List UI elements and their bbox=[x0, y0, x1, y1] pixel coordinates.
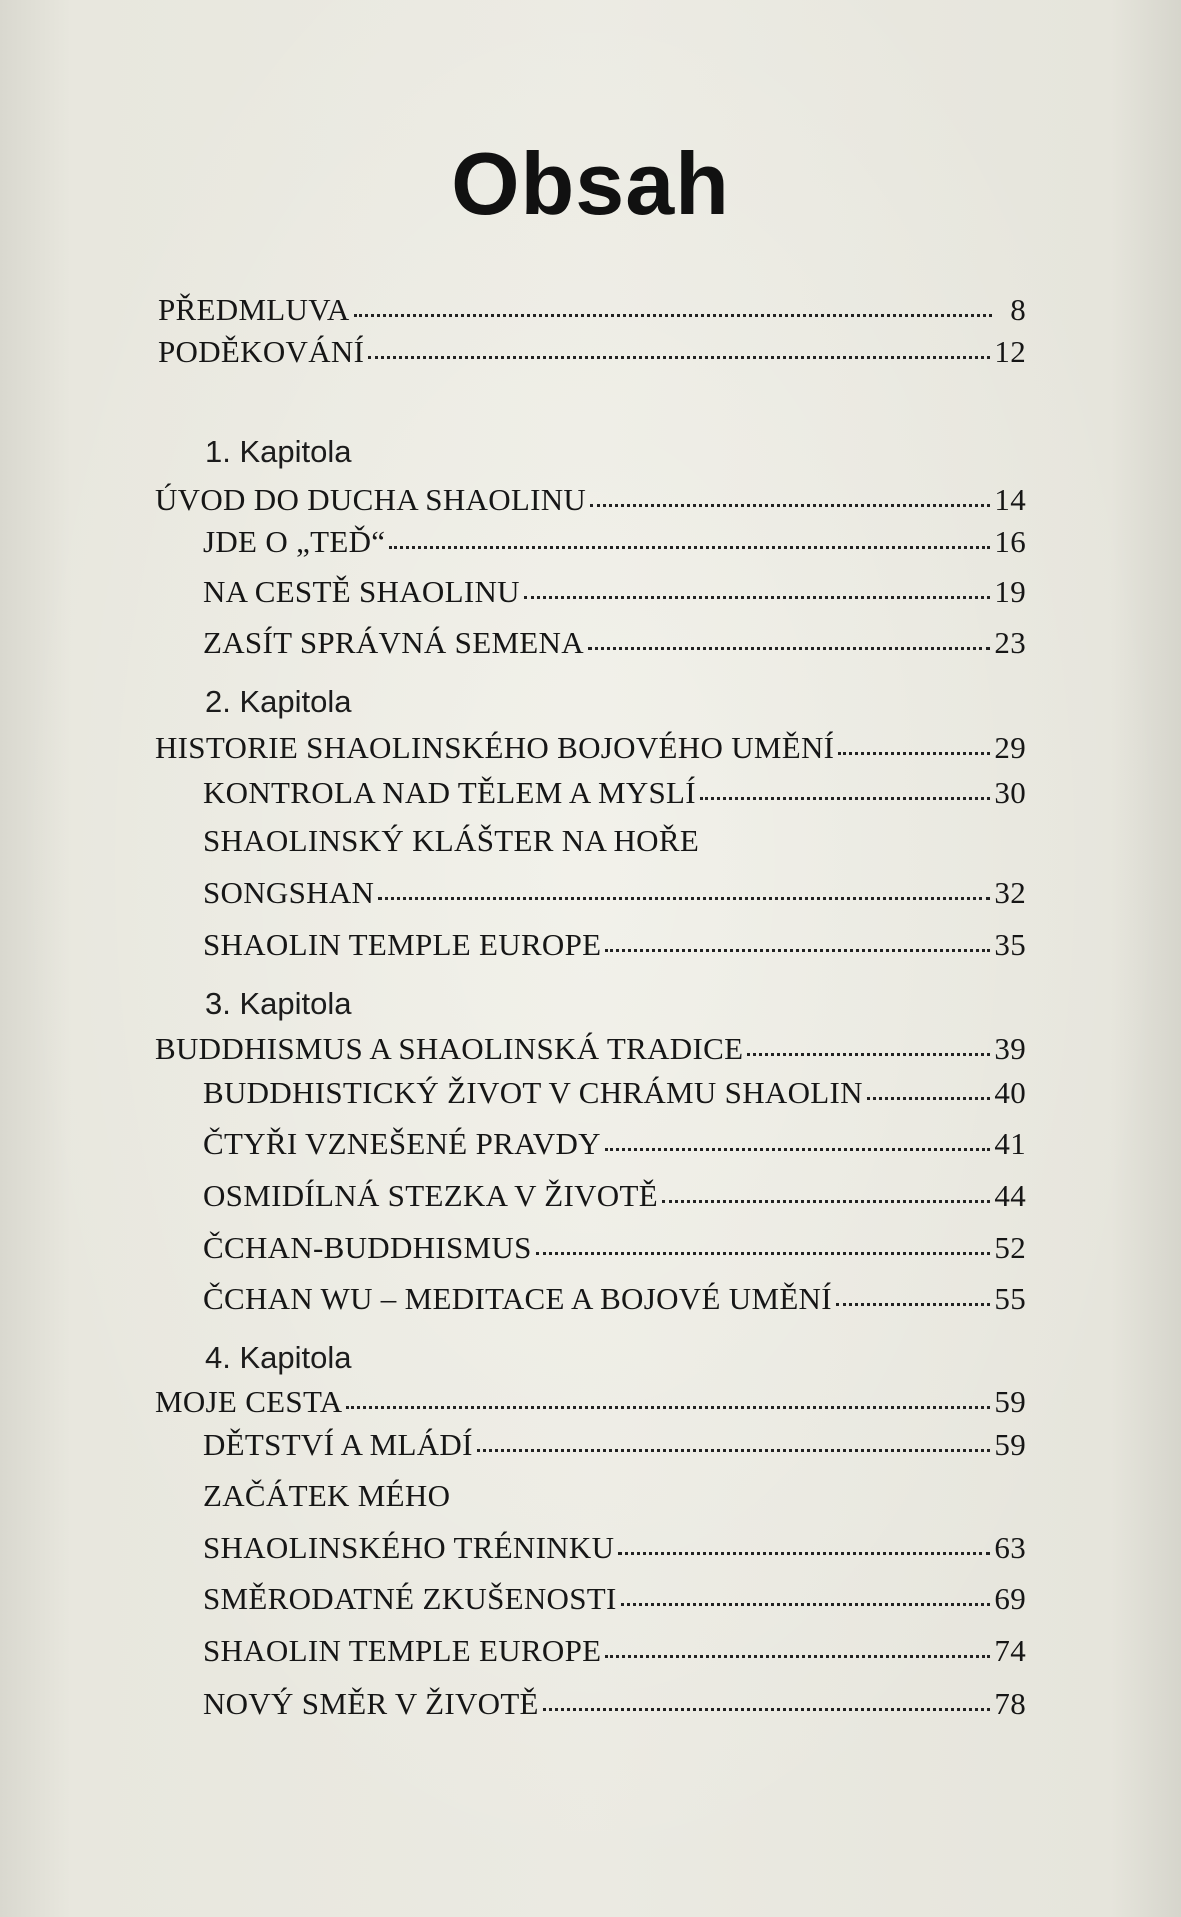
toc-entry-label: ČCHAN WU – MEDITACE A BOJOVÉ UMĚNÍ bbox=[203, 1281, 832, 1316]
toc-entry-label: PODĚKOVÁNÍ bbox=[158, 334, 365, 369]
toc-page-number: 35 bbox=[994, 927, 1026, 962]
dot-leader bbox=[590, 504, 990, 507]
toc-entry-label: KONTROLA NAD TĚLEM A MYSLÍ bbox=[203, 775, 696, 810]
toc-page-number: 44 bbox=[994, 1178, 1026, 1213]
dot-leader bbox=[368, 356, 990, 359]
dot-leader bbox=[838, 752, 990, 755]
dot-leader bbox=[605, 1655, 990, 1658]
toc-entry[interactable] bbox=[203, 929, 1026, 960]
toc-entry-label: BUDDHISTICKÝ ŽIVOT V CHRÁMU SHAOLIN bbox=[203, 1075, 863, 1110]
toc-entry[interactable] bbox=[203, 1232, 1026, 1263]
toc-entry[interactable] bbox=[203, 1688, 1026, 1719]
toc-entry-label: SHAOLIN TEMPLE EUROPE bbox=[203, 1633, 602, 1668]
toc-entry[interactable] bbox=[203, 627, 1026, 658]
toc-entry-label: ÚVOD DO DUCHA SHAOLINU bbox=[155, 482, 587, 517]
toc-page-number: 16 bbox=[994, 524, 1026, 559]
toc-page-number: 59 bbox=[994, 1384, 1026, 1419]
toc-entry-preface[interactable] bbox=[158, 294, 1026, 325]
toc-chapter-title-3[interactable] bbox=[155, 1033, 1026, 1064]
toc-entry[interactable] bbox=[203, 777, 1026, 808]
toc-entry-label: BUDDHISMUS A SHAOLINSKÁ TRADICE bbox=[155, 1031, 744, 1066]
toc-entry-label: SHAOLIN TEMPLE EUROPE bbox=[203, 927, 602, 962]
toc-entry-acknowledgements[interactable] bbox=[158, 336, 1026, 367]
toc-chapter-title-4[interactable] bbox=[155, 1386, 1026, 1417]
toc-page-number: 30 bbox=[994, 775, 1026, 810]
toc-page-number: 14 bbox=[994, 482, 1026, 517]
dot-leader bbox=[618, 1552, 990, 1555]
toc-page-number: 74 bbox=[994, 1633, 1026, 1668]
dot-leader bbox=[621, 1603, 991, 1606]
toc-entry-label: NOVÝ SMĚR V ŽIVOTĚ bbox=[203, 1686, 539, 1721]
toc-page-number: 39 bbox=[994, 1031, 1026, 1066]
chapter-heading-2: 2. Kapitola bbox=[205, 684, 352, 719]
dot-leader bbox=[747, 1053, 990, 1056]
dot-leader bbox=[700, 797, 990, 800]
toc-entry-label: SMĚRODATNÉ ZKUŠENOSTI bbox=[203, 1581, 617, 1616]
toc-entry[interactable] bbox=[203, 1429, 1026, 1460]
toc-page-number: 29 bbox=[994, 730, 1026, 765]
chapter-heading-3: 3. Kapitola bbox=[205, 986, 352, 1021]
toc-page-number: 52 bbox=[994, 1230, 1026, 1265]
toc-entry[interactable] bbox=[203, 526, 1026, 557]
dot-leader bbox=[378, 897, 990, 900]
toc-page-number: 59 bbox=[994, 1427, 1026, 1462]
toc-entry[interactable] bbox=[203, 1635, 1026, 1666]
toc-entry-label: JDE O „TEĎ“ bbox=[203, 524, 386, 559]
toc-entry-label: PŘEDMLUVA bbox=[158, 292, 350, 327]
toc-page-number: 12 bbox=[994, 334, 1026, 369]
toc-page-number: 41 bbox=[994, 1126, 1026, 1161]
toc-entry-label: HISTORIE SHAOLINSKÉHO BOJOVÉHO UMĚNÍ bbox=[155, 730, 835, 765]
dot-leader bbox=[836, 1303, 991, 1306]
toc-entry-label: ZASÍT SPRÁVNÁ SEMENA bbox=[203, 625, 584, 660]
toc-chapter-title-2[interactable] bbox=[155, 732, 1026, 763]
toc-entry[interactable] bbox=[203, 1480, 1026, 1511]
toc-entry-label: ZAČÁTEK MÉHO bbox=[203, 1478, 451, 1513]
toc-entry-label: MOJE CESTA bbox=[155, 1384, 343, 1419]
toc-entry-label: DĚTSTVÍ A MLÁDÍ bbox=[203, 1427, 473, 1462]
toc-entry[interactable] bbox=[203, 1532, 1026, 1563]
toc-page-number: 40 bbox=[994, 1075, 1026, 1110]
dot-leader bbox=[662, 1200, 990, 1203]
dot-leader bbox=[346, 1406, 990, 1409]
page-title: Obsah bbox=[451, 134, 730, 233]
dot-leader bbox=[605, 1148, 991, 1151]
dot-leader bbox=[867, 1097, 991, 1100]
dot-leader bbox=[389, 546, 990, 549]
toc-entry[interactable] bbox=[203, 877, 1026, 908]
toc-page-number: 32 bbox=[994, 875, 1026, 910]
dot-leader bbox=[477, 1449, 991, 1452]
toc-entry-label: SHAOLINSKÝ KLÁŠTER NA HOŘE bbox=[203, 823, 700, 858]
toc-entry[interactable] bbox=[203, 1128, 1026, 1159]
toc-entry-label: OSMIDÍLNÁ STEZKA V ŽIVOTĚ bbox=[203, 1178, 658, 1213]
toc-entry[interactable] bbox=[203, 1077, 1026, 1108]
toc-chapter-title-1[interactable] bbox=[155, 484, 1026, 515]
dot-leader bbox=[536, 1252, 991, 1255]
toc-entry[interactable] bbox=[203, 825, 1026, 856]
dot-leader bbox=[354, 314, 992, 317]
chapter-heading-4: 4. Kapitola bbox=[205, 1340, 352, 1375]
dot-leader bbox=[524, 596, 991, 599]
toc-page-number: 23 bbox=[994, 625, 1026, 660]
toc-entry-label: SONGSHAN bbox=[203, 875, 375, 910]
toc-page-number: 8 bbox=[1010, 292, 1026, 327]
toc-page-number: 69 bbox=[994, 1581, 1026, 1616]
toc-entry-label: ČTYŘI VZNEŠENÉ PRAVDY bbox=[203, 1126, 601, 1161]
toc-entry-label: SHAOLINSKÉHO TRÉNINKU bbox=[203, 1530, 615, 1565]
dot-leader bbox=[588, 647, 990, 650]
toc-page-number: 63 bbox=[994, 1530, 1026, 1565]
dot-leader bbox=[605, 949, 990, 952]
toc-page-number: 55 bbox=[994, 1281, 1026, 1316]
toc-entry-label: NA CESTĚ SHAOLINU bbox=[203, 574, 520, 609]
toc-entry[interactable] bbox=[203, 1283, 1026, 1314]
toc-entry-label: ČCHAN-BUDDHISMUS bbox=[203, 1230, 532, 1265]
toc-page-number: 78 bbox=[994, 1686, 1026, 1721]
dot-leader bbox=[543, 1708, 991, 1711]
toc-entry[interactable] bbox=[203, 1583, 1026, 1614]
toc-page-number: 19 bbox=[994, 574, 1026, 609]
toc-entry[interactable] bbox=[203, 1180, 1026, 1211]
chapter-heading-1: 1. Kapitola bbox=[205, 434, 352, 469]
toc-entry[interactable] bbox=[203, 576, 1026, 607]
